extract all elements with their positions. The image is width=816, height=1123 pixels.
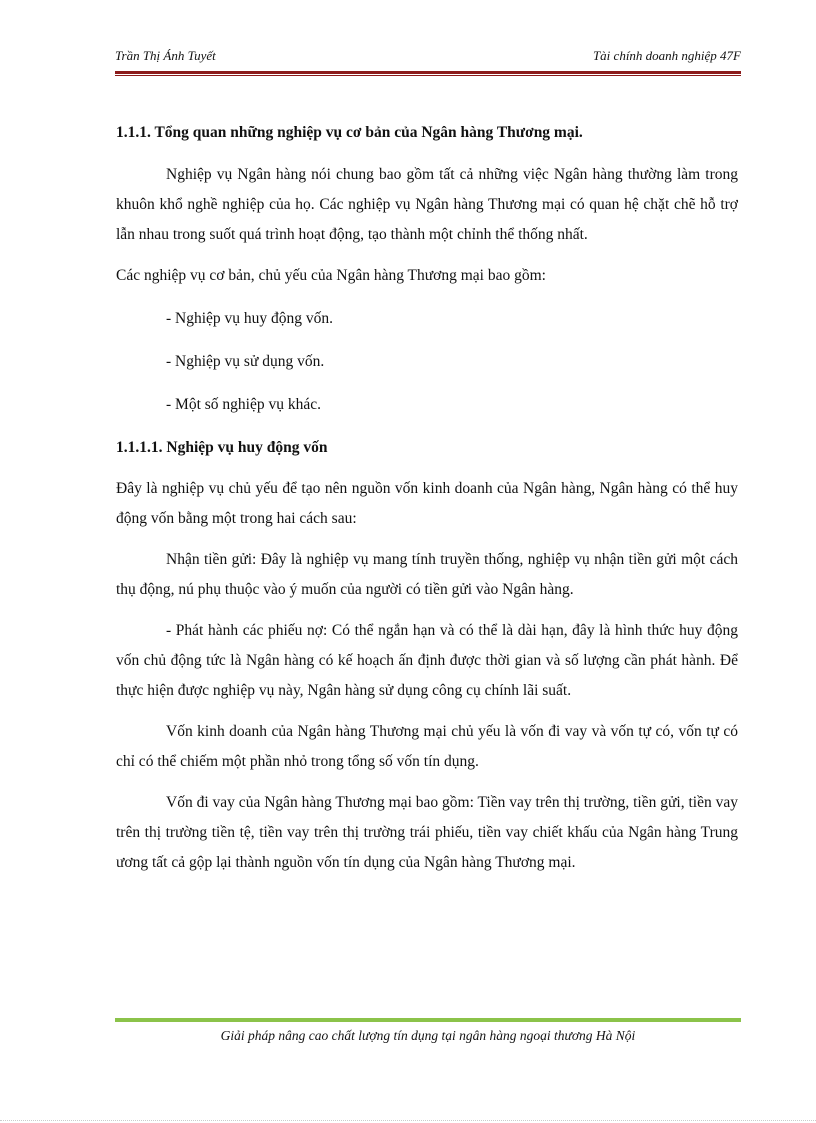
header-divider <box>115 71 741 74</box>
paragraph: Vốn kinh doanh của Ngân hàng Thương mại chủ yếu là vốn đi vay và vốn tự có, vốn tự có chỉ có thể chiếm một phần nhỏ trong tổng số vốn tín dụng. <box>116 723 738 770</box>
footer-divider <box>115 1018 741 1022</box>
paragraph: Các nghiệp vụ cơ bản, chủ yếu của Ngân hàng Thương mại bao gồm: <box>116 267 546 284</box>
page-header <box>115 44 741 68</box>
page-edge-divider <box>0 1120 816 1121</box>
section-heading: 1.1.1. Tổng quan những nghiệp vụ cơ bản của Ngân hàng Thương mại. <box>116 124 583 141</box>
list-item: - Nghiệp vụ huy động vốn. <box>166 310 334 327</box>
paragraph: - Phát hành các phiếu nợ: Có thể ngắn hạn và có thể là dài hạn, đây là hình thức huy động vốn chủ động tức là Ngân hàng có kế hoạch ấn định được thời gian và số lượng cần phát hành. Để thực hiện được nghiệp vụ này, Ngân hàng sử dụng công cụ chính lãi suất. <box>116 622 738 699</box>
paragraph: Vốn đi vay của Ngân hàng Thương mại bao gồm: Tiền vay trên thị trường, tiền gửi, tiền vay trên thị trường tiền tệ, tiền vay trên thị trường trái phiếu, tiền vay chiết khấu của Ngân hàng Trung ương tất cả gộp lại thành nguồn vốn tín dụng của Ngân hàng Thương mại. <box>116 794 738 871</box>
paragraph: Đây là nghiệp vụ chủ yếu để tạo nên nguồn vốn kinh doanh của Ngân hàng, Ngân hàng có thể huy động vốn bằng một trong hai cách sau: <box>116 480 738 527</box>
page-body <box>116 118 738 878</box>
subsection-heading: 1.1.1.1. Nghiệp vụ huy động vốn <box>116 439 328 456</box>
paragraph: Nghiệp vụ Ngân hàng nói chung bao gồm tất cả những việc Ngân hàng thường làm trong khuôn khổ nghề nghiệp của họ. Các nghiệp vụ Ngân hàng Thương mại có quan hệ chặt chẽ hỗ trợ lẫn nhau trong suốt quá trình hoạt động, tạo thành một chỉnh thể thống nhất. <box>116 166 738 243</box>
list-item: - Nghiệp vụ sử dụng vốn. <box>166 353 325 370</box>
header-divider-thin <box>115 75 741 76</box>
header-author: Trần Thị Ánh Tuyết <box>115 48 216 63</box>
page-footer: Giải pháp nâng cao chất lượng tín dụng tại ngân hàng ngoại thương Hà Nội <box>220 1028 636 1043</box>
header-course: Tài chính doanh nghiệp 47F <box>592 48 741 63</box>
paragraph: Nhận tiền gửi: Đây là nghiệp vụ mang tính truyền thống, nghiệp vụ nhận tiền gửi một cách thụ động, nú phụ thuộc vào ý muốn của người có tiền gửi vào Ngân hàng. <box>116 551 738 598</box>
list-item: - Một số nghiệp vụ khác. <box>166 396 321 413</box>
